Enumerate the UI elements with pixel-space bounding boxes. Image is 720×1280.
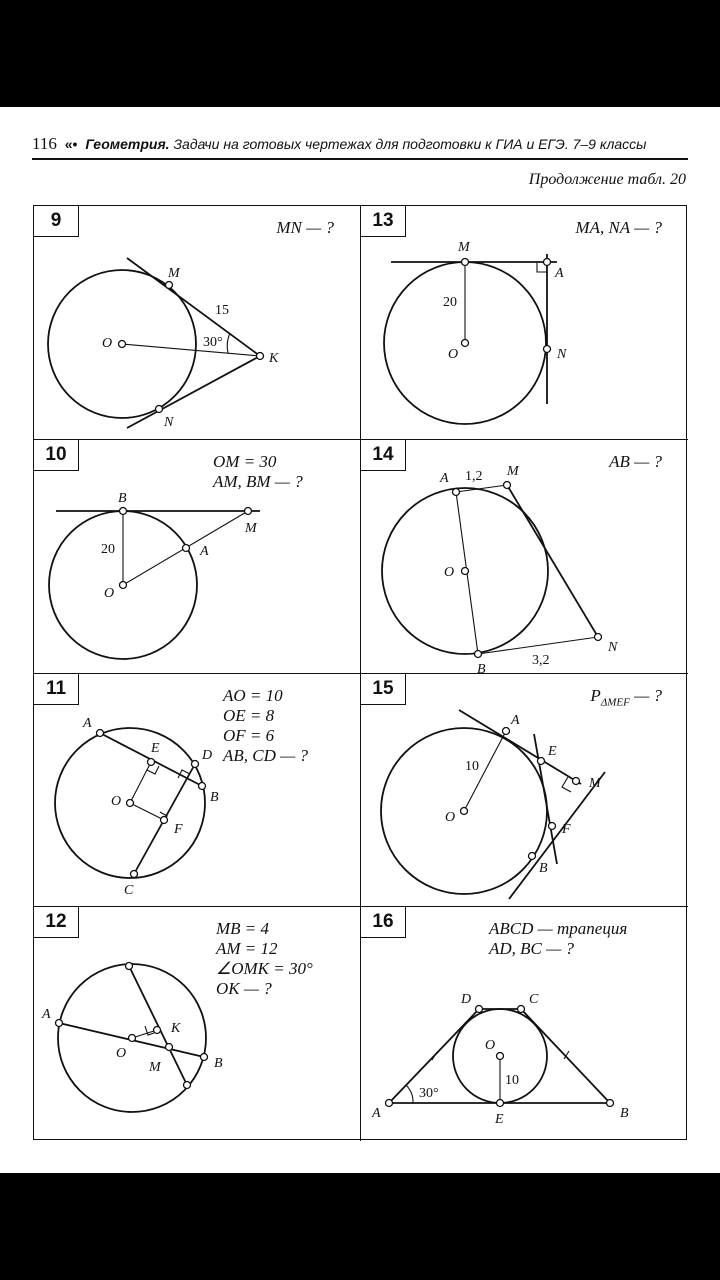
problem-number: 16 bbox=[361, 907, 406, 938]
problem-10-cell bbox=[34, 440, 361, 674]
label-o: O bbox=[444, 564, 455, 580]
label-d: D bbox=[461, 992, 472, 1008]
label-a: A bbox=[42, 1007, 51, 1023]
label-a: A bbox=[200, 543, 209, 559]
header-marker: «• bbox=[64, 136, 78, 152]
label-o: O bbox=[485, 1038, 496, 1054]
label-n: N bbox=[164, 415, 174, 430]
label-m: M bbox=[168, 266, 180, 281]
label-m: M bbox=[589, 775, 601, 791]
problem-number: 13 bbox=[361, 206, 406, 237]
label-o: O bbox=[111, 793, 122, 809]
problem-question: MB = 4 AM = 12 ∠OMK = 30° OK — ? bbox=[216, 919, 313, 999]
problem-11-cell bbox=[34, 674, 361, 908]
problem-number: 12 bbox=[34, 907, 79, 938]
problem-9-cell bbox=[34, 206, 361, 440]
problem-14-cell bbox=[361, 440, 688, 674]
label-k: K bbox=[171, 1021, 181, 1037]
label-b: B bbox=[214, 1056, 223, 1072]
label-a: A bbox=[555, 266, 564, 281]
label-o: O bbox=[445, 809, 456, 825]
problem-number: 10 bbox=[34, 440, 79, 471]
label-f: F bbox=[174, 821, 183, 837]
value-radius: 10 bbox=[465, 758, 479, 774]
problem-question: AB — ? bbox=[609, 451, 662, 471]
book-page bbox=[0, 107, 720, 1173]
problem-question: AO = 10 OE = 8 OF = 6 AB, CD — ? bbox=[223, 685, 308, 765]
table-continuation: Продолжение табл. 20 bbox=[528, 171, 686, 188]
page-number: 116 bbox=[32, 134, 57, 153]
problem-14-diagram bbox=[361, 440, 688, 674]
label-b: B bbox=[210, 789, 219, 805]
label-b: B bbox=[620, 1106, 629, 1122]
label-a: A bbox=[372, 1106, 381, 1122]
label-n: N bbox=[608, 639, 618, 655]
label-n: N bbox=[557, 347, 567, 362]
problem-13-diagram bbox=[361, 206, 688, 440]
problem-10-diagram bbox=[34, 440, 361, 674]
value-bn: 3,2 bbox=[532, 652, 550, 668]
problem-question: $P_{\Delta MEF}$ — ? bbox=[590, 685, 662, 708]
problems-table bbox=[33, 205, 687, 1140]
value-angle: 30° bbox=[203, 335, 223, 350]
page-header bbox=[32, 134, 688, 160]
problem-12-cell bbox=[34, 907, 361, 1141]
problem-16-cell bbox=[361, 907, 688, 1141]
book-title: Геометрия. bbox=[85, 136, 170, 152]
label-b: B bbox=[477, 661, 486, 674]
value-angle: 30° bbox=[419, 1086, 439, 1102]
label-m: M bbox=[149, 1060, 161, 1076]
book-subtitle: Задачи на готовых чертежах для подготовки к ГИА и ЕГЭ. 7–9 классы bbox=[173, 136, 647, 152]
label-a: A bbox=[511, 712, 520, 728]
label-e: E bbox=[151, 740, 160, 756]
label-a: A bbox=[440, 470, 449, 486]
label-k: K bbox=[269, 351, 279, 366]
label-m: M bbox=[507, 463, 519, 479]
label-e: E bbox=[548, 743, 557, 759]
value-radius: 20 bbox=[443, 295, 457, 310]
problem-11-diagram bbox=[34, 674, 361, 908]
problem-question: OM = 30 AM, BM — ? bbox=[213, 451, 303, 491]
label-f: F bbox=[562, 821, 571, 837]
label-b: B bbox=[539, 860, 548, 876]
label-a: A bbox=[83, 715, 92, 731]
problem-15-cell bbox=[361, 674, 688, 908]
value-side: 15 bbox=[215, 303, 229, 318]
problem-9-diagram bbox=[34, 206, 361, 440]
problem-question: MA, NA — ? bbox=[575, 218, 662, 237]
label-e: E bbox=[495, 1112, 504, 1128]
label-m: M bbox=[245, 520, 257, 536]
label-m: M bbox=[458, 240, 470, 255]
problem-question: MN — ? bbox=[276, 218, 334, 237]
value-radius: 10 bbox=[505, 1073, 519, 1089]
problem-question: ABCD — трапеция AD, BC — ? bbox=[489, 919, 628, 959]
label-c: C bbox=[529, 992, 539, 1008]
value-am: 1,2 bbox=[465, 468, 483, 484]
problem-number: 11 bbox=[34, 674, 79, 705]
problem-13-cell bbox=[361, 206, 688, 440]
label-c: C bbox=[124, 882, 134, 898]
value-radius: 20 bbox=[101, 541, 115, 557]
label-o: O bbox=[116, 1046, 127, 1062]
problem-number: 14 bbox=[361, 440, 406, 471]
label-d: D bbox=[202, 747, 213, 763]
problem-number: 15 bbox=[361, 674, 406, 705]
label-o: O bbox=[448, 347, 459, 362]
label-o: O bbox=[104, 585, 115, 601]
label-o: O bbox=[102, 336, 113, 351]
problem-number: 9 bbox=[34, 206, 79, 237]
label-b: B bbox=[118, 490, 127, 506]
